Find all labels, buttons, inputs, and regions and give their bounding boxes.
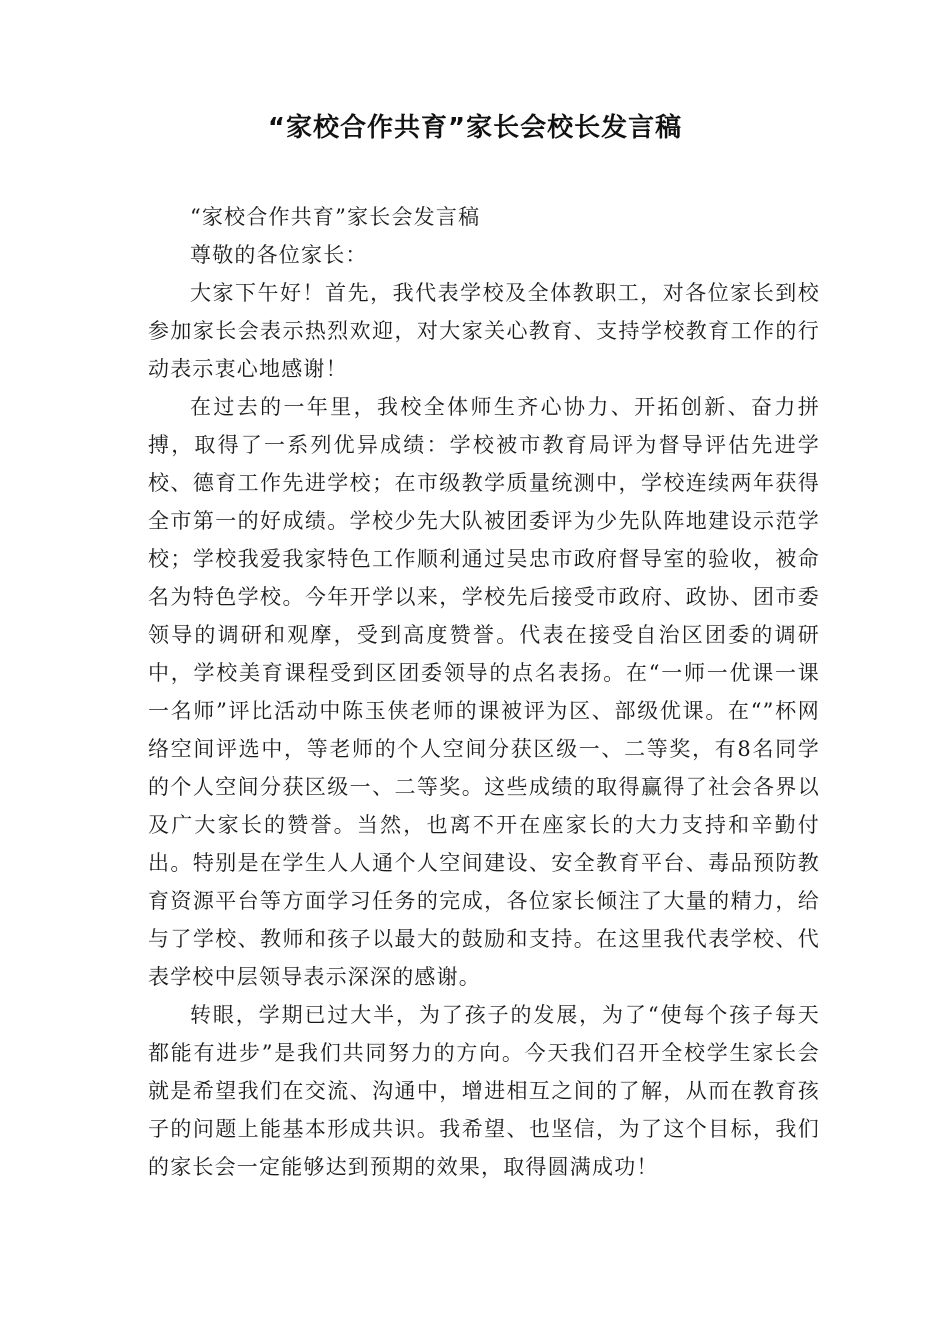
paragraph-closing: 转眼，学期已过大半，为了孩子的发展，为了“使每个孩子每天都能有进步”是我们共同努力的方向。今天我们召开全校学生家长会就是希望我们在交流、沟通中，增进相互之间的了解，从而在教育孩子的问题上能基本形成共识。我希望、也坚信，为了这个目标，我们的家长会一定能够达到预期的效果，取得圆满成功！ — [148, 1003, 820, 1179]
document-title: “家校合作共育”家长会校长发言稿 — [267, 113, 683, 143]
paragraph-greeting: 大家下午好！首先，我代表学校及全体教职工，对各位家长到校参加家长会表示热烈欢迎，对大家关心教育、支持学校教育工作的行动表示衷心地感谢！ — [148, 281, 820, 381]
document-body — [148, 198, 820, 1186]
paragraph-salutation: 尊敬的各位家长： — [190, 243, 368, 267]
paragraph-achievements: 在过去的一年里，我校全体师生齐心协力、开拓创新、奋力拼搏，取得了一系列优异成绩：学校被市教育局评为督导评估先进学校、德育工作先进学校；在市级教学质量统测中，学校连续两年获得全市第一的好成绩。学校少先大队被团委评为少先队阵地建设示范学校；学校我爱我家特色工作顺利通过吴忠市政府督导室的验收，被命名为特色学校。今年开学以来，学校先后接受市政府、政协、团市委领导的调研和观摩，受到高度赞誉。代表在接受自治区团委的调研中，学校美育课程受到区团委领导的点名表扬。在“一师一优课一课一名师”评比活动中陈玉侠老师的课被评为区、部级优课。在“”杯网络空间评选中，等老师的个人空间分获区级一、二等奖，有8名同学的个人空间分获区级一、二等奖。这些成绩的取得赢得了社会各界以及广大家长的赞誉。当然，也离不开在座家长的大力支持和辛勤付出。特别是在学生人人通个人空间建设、安全教育平台、毒品预防教育资源平台等方面学习任务的完成，各位家长倾注了大量的精力，给与了学校、教师和孩子以最大的鼓励和支持。在这里我代表学校、代表学校中层领导表示深深的感谢。 — [148, 395, 820, 989]
paragraph-subtitle: “家校合作共育”家长会发言稿 — [190, 205, 481, 229]
